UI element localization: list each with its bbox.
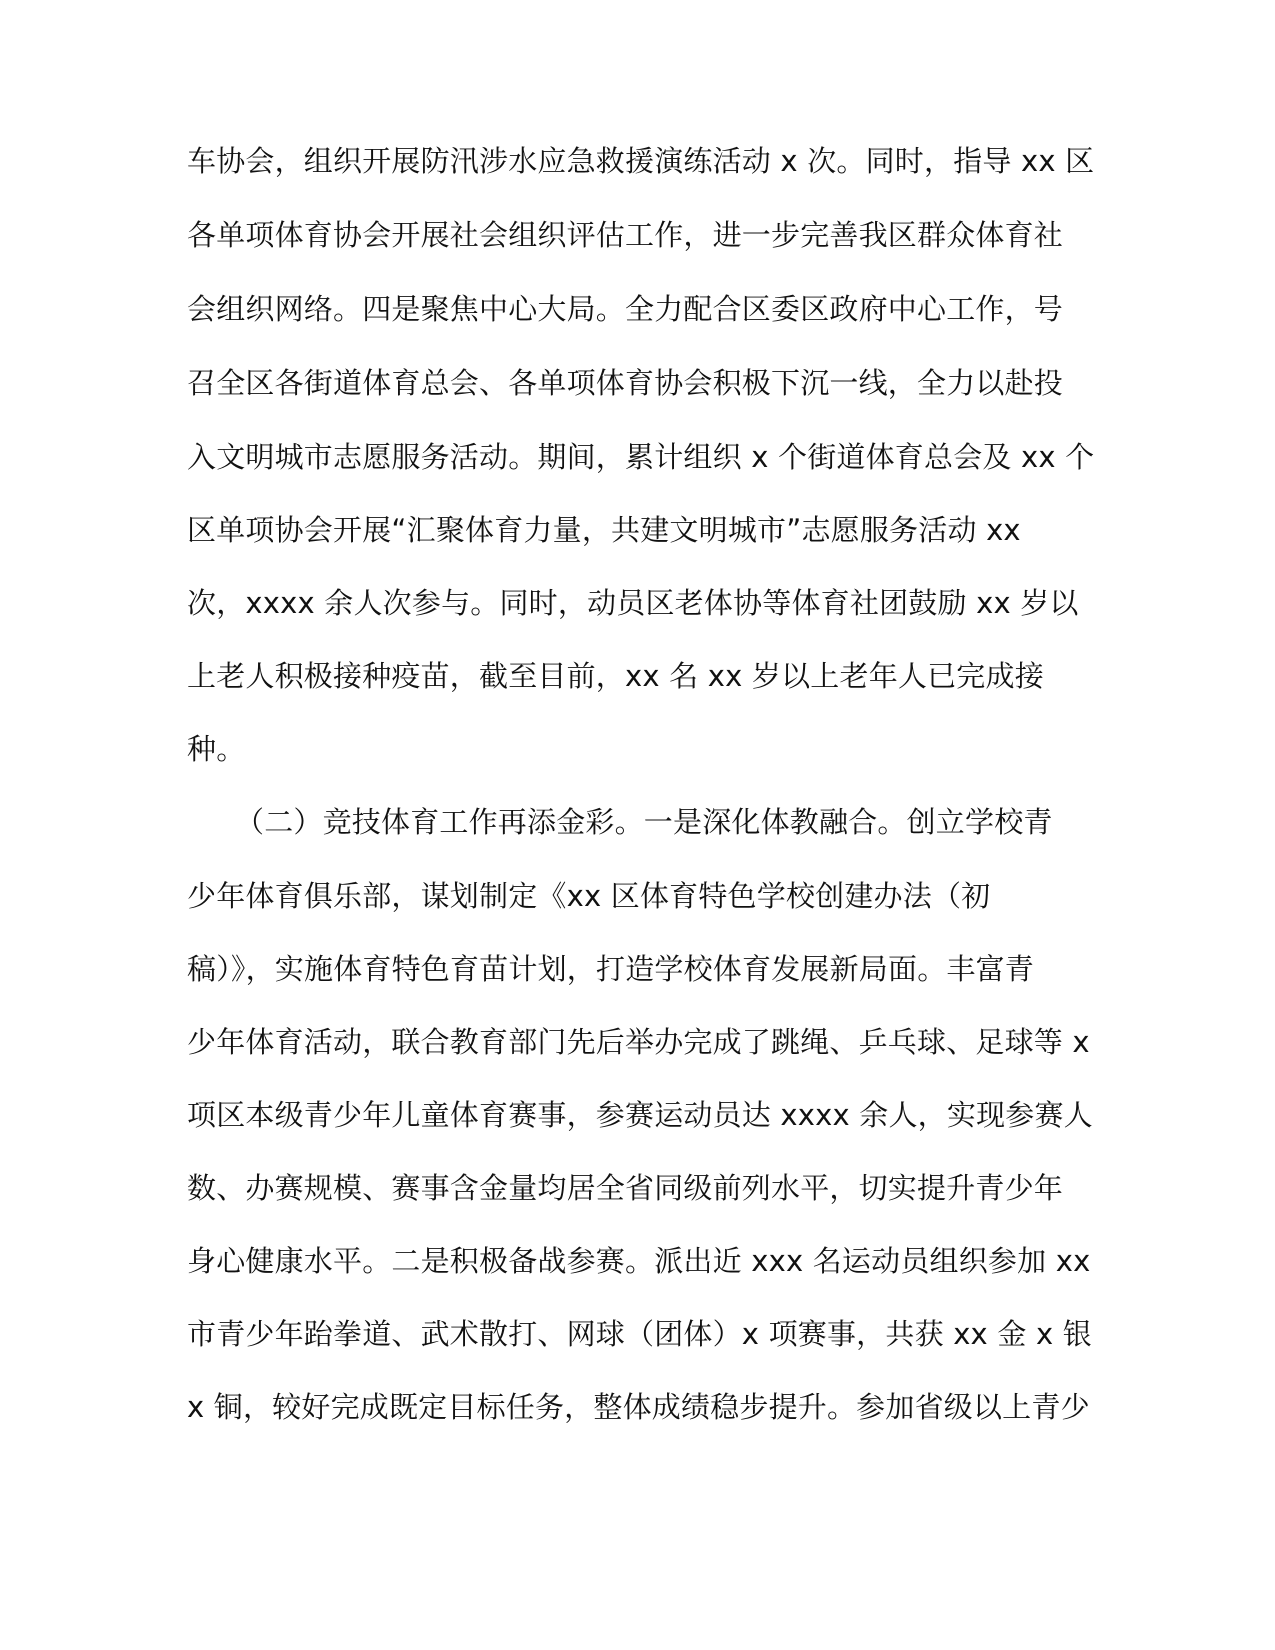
- paragraph-heading-line: （二）竞技体育工作再添金彩。一是深化体教融合。创立学校青: [235, 805, 1053, 839]
- text-line-18: x 铜，较好完成既定目标任务，整体成绩稳步提升。参加省级以上青少: [187, 1390, 1090, 1424]
- text-line-6: 区单项协会开展“汇聚体育力量，共建文明城市”志愿服务活动 xx: [187, 513, 1021, 547]
- text-line-3: 会组织网络。四是聚焦中心大局。全力配合区委区政府中心工作，号: [187, 292, 1064, 326]
- text-line-4: 召全区各街道体育总会、各单项体育协会积极下沉一线，全力以赴投: [187, 366, 1064, 400]
- text-line-8: 上老人积极接种疫苗，截至目前，xx 名 xx 岁以上老年人已完成接: [187, 659, 1044, 693]
- text-line-5: 入文明城市志愿服务活动。期间，累计组织 x 个街道体育总会及 xx 个: [187, 440, 1095, 474]
- text-line-15: 数、办赛规模、赛事含金量均居全省同级前列水平，切实提升青少年: [187, 1171, 1064, 1205]
- text-line-14: 项区本级青少年儿童体育赛事，参赛运动员达 xxxx 余人，实现参赛人: [187, 1098, 1093, 1132]
- text-line-17: 市青少年跆拳道、武术散打、网球（团体）x 项赛事，共获 xx 金 x 银: [187, 1317, 1092, 1351]
- text-line-16: 身心健康水平。二是积极备战参赛。派出近 xxx 名运动员组织参加 xx: [187, 1244, 1091, 1278]
- text-line-1: 车协会，组织开展防汛涉水应急救援演练活动 x 次。同时，指导 xx 区: [187, 144, 1095, 178]
- text-line-2: 各单项体育协会开展社会组织评估工作，进一步完善我区群众体育社: [187, 218, 1064, 252]
- text-line-7: 次，xxxx 余人次参与。同时，动员区老体协等体育社团鼓励 xx 岁以: [187, 586, 1079, 620]
- text-line-9: 种。: [187, 732, 246, 766]
- text-line-11: 少年体育俱乐部，谋划制定《xx 区体育特色学校创建办法（初: [187, 879, 991, 913]
- text-line-13: 少年体育活动，联合教育部门先后举办完成了跳绳、乒乓球、足球等 x: [187, 1025, 1090, 1059]
- text-line-12: 稿）》，实施体育特色育苗计划，打造学校体育发展新局面。丰富青: [187, 952, 1035, 986]
